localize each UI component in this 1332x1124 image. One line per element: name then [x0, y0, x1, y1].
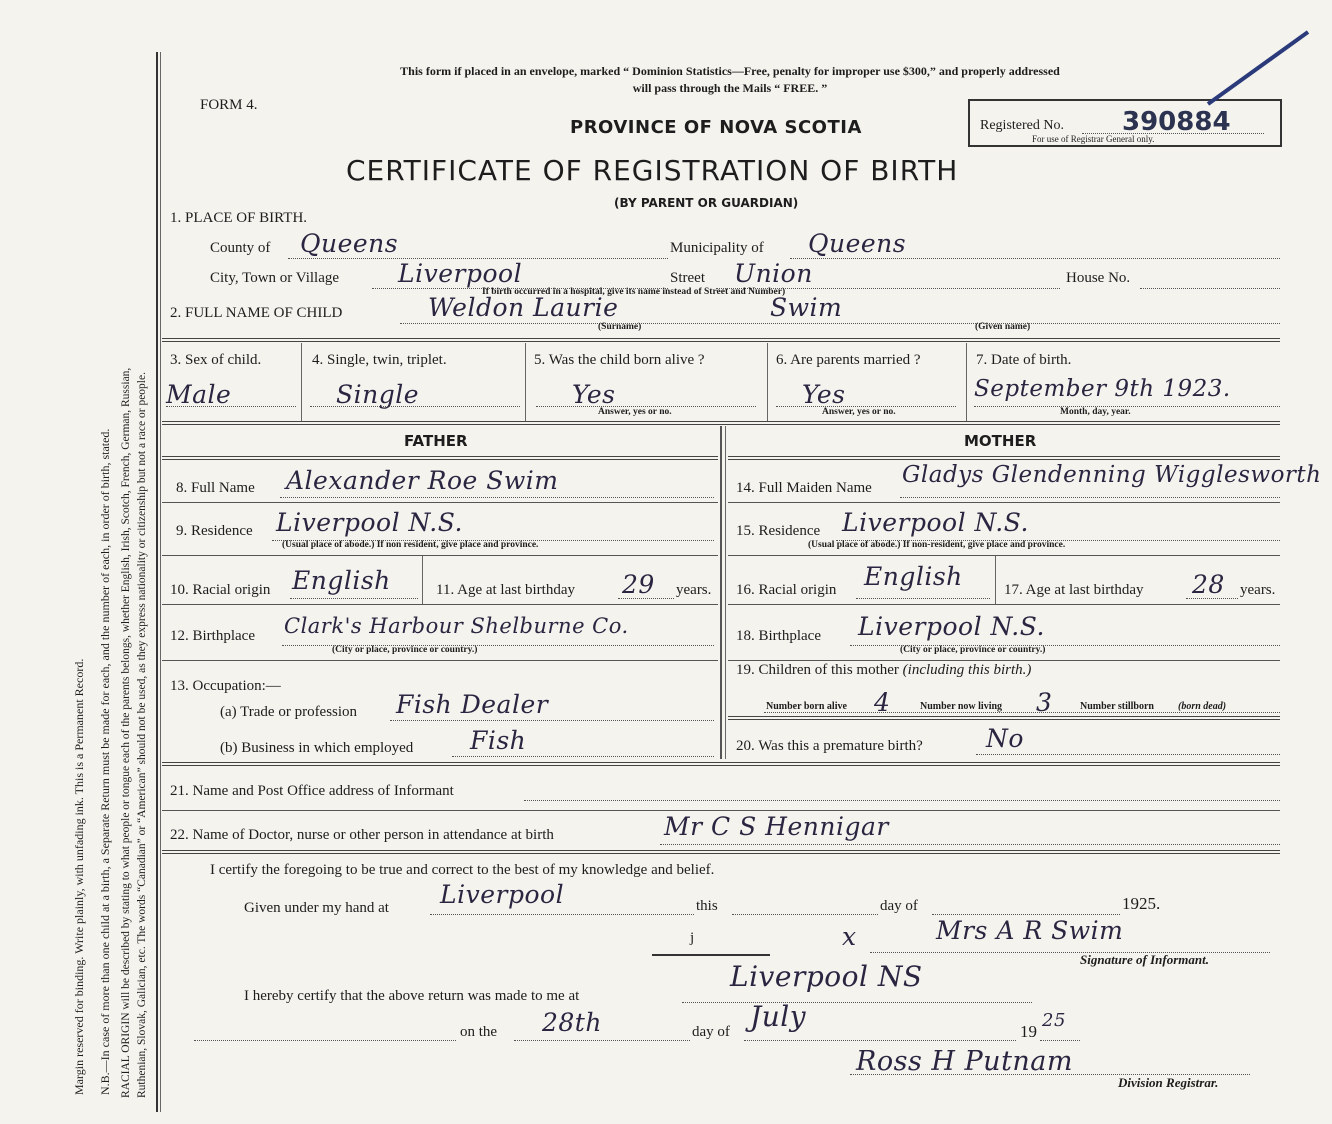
sex-value: Male — [166, 380, 232, 409]
children-label-text: 19. Children of this mother — [736, 662, 899, 678]
registered-number: 390884 — [1122, 107, 1231, 137]
mother-birthplace-label: 18. Birthplace — [736, 628, 821, 644]
divider-row3 — [162, 421, 1280, 425]
street-value: Union — [734, 259, 813, 288]
registrar-statement: I hereby certify that the above return was made to me at — [244, 988, 580, 1004]
certificate-title: CERTIFICATE OF REGISTRATION OF BIRTH — [346, 154, 959, 187]
margin-note-4: Ruthenian, Slovak, Galician, etc. The words “Canadian” or “American” should not be used, as they express nationality or citizenship but not a race or people. — [136, 372, 148, 1098]
dob-label: 7. Date of birth. — [976, 352, 1072, 368]
registrar-caption: Division Registrar. — [1118, 1075, 1219, 1090]
plurality-value: Single — [336, 380, 420, 409]
hospital-note: If birth occurred in a hospital, give its name instead of Street and Number) — [482, 287, 786, 297]
mark-j: j — [690, 930, 695, 946]
day-of-label: day of — [880, 898, 918, 914]
dob-value: September 9th 1923. — [974, 376, 1231, 402]
premature-value: No — [986, 724, 1024, 753]
sex-label: 3. Sex of child. — [170, 352, 262, 368]
father-years: years. — [676, 582, 712, 598]
pen-mark — [1200, 28, 1315, 108]
father-age: 29 — [622, 570, 655, 599]
father-age-label: 11. Age at last birthday — [436, 582, 575, 598]
father-heading: FATHER — [404, 432, 468, 450]
father-name: Alexander Roe Swim — [286, 466, 559, 495]
signature-caption: Signature of Informant. — [1080, 952, 1209, 967]
municipality-value: Queens — [808, 229, 907, 258]
city-value: Liverpool — [398, 259, 523, 288]
mailing-notice — [320, 64, 1140, 96]
notice-line-1: This form if placed in an envelope, marked “ Dominion Statistics—Free, penalty for improper use $300,” and properly addressed — [400, 64, 1060, 78]
father-residence: Liverpool N.S. — [276, 508, 463, 537]
father-residence-note: (Usual place of abode.) If non resident, give place and province. — [282, 540, 539, 550]
mother-race-label: 16. Racial origin — [736, 582, 837, 598]
registrar-place: Liverpool NS — [730, 960, 923, 993]
given-year: 1925. — [1122, 894, 1161, 913]
margin-note-2: N.B.—In case of more than one child at a birth, a Separate Return must be made for each, and the number of each, in order of birth, stated. — [98, 428, 112, 1095]
trade-value: Fish Dealer — [396, 690, 549, 719]
living-value: 3 — [1036, 688, 1053, 717]
mother-race: English — [864, 562, 963, 591]
business-value: Fish — [470, 726, 527, 755]
registrar-year-prefix: 19 — [1020, 1022, 1037, 1041]
registered-label: Registered No. — [980, 118, 1064, 133]
doctor-label: 22. Name of Doctor, nurse or other person in attendance at birth — [170, 827, 554, 843]
trade-label: (a) Trade or profession — [220, 704, 358, 720]
mother-birthplace-note: (City or place, province or country.) — [900, 645, 1046, 655]
informant-label: 21. Name and Post Office address of Informant — [170, 783, 454, 799]
informant-mark: x — [842, 922, 857, 951]
mother-residence-note: (Usual place of abode.) If non-resident, give place and province. — [808, 540, 1066, 550]
father-birthplace-note: (City or place, province or country.) — [332, 645, 478, 655]
child-given-name: Weldon Laurie — [428, 293, 619, 322]
mother-residence-label: 15. Residence — [736, 523, 821, 539]
pen-stroke — [1208, 32, 1308, 104]
mother-name-label: 14. Full Maiden Name — [736, 480, 872, 496]
certify-statement: I certify the foregoing to be true and correct to the best of my knowledge and belief. — [210, 862, 715, 878]
stillborn-note: (born dead) — [1178, 701, 1227, 712]
father-name-label: 8. Full Name — [176, 480, 255, 496]
married-label: 6. Are parents married ? — [776, 352, 921, 368]
alive-answer-note: Answer, yes or no. — [598, 407, 672, 417]
day-of-label-2: day of — [692, 1024, 730, 1040]
column-divider — [720, 426, 722, 759]
given-caption: (Given name) — [975, 322, 1031, 332]
born-alive-value: 4 — [874, 688, 891, 717]
form-number: FORM 4. — [200, 97, 258, 113]
business-label: (b) Business in which employed — [220, 740, 414, 756]
registrar-month: July — [750, 1000, 807, 1033]
children-label — [736, 662, 1031, 679]
child-surname: Swim — [770, 293, 843, 322]
mother-name: Gladys Glendenning Wigglesworth — [902, 462, 1322, 488]
county-label: County of — [210, 240, 271, 256]
living-label: Number now living — [920, 701, 1003, 712]
informant-signature: Mrs A R Swim — [936, 916, 1124, 945]
father-birthplace-label: 12. Birthplace — [170, 628, 255, 644]
registrar-day: 28th — [542, 1008, 602, 1037]
dob-note: Month, day, year. — [1060, 407, 1131, 417]
registrar-signature: Ross H Putnam — [856, 1046, 1074, 1077]
married-answer-note: Answer, yes or no. — [822, 407, 896, 417]
mother-birthplace: Liverpool N.S. — [858, 612, 1045, 641]
occupation-label: 13. Occupation:— — [170, 678, 281, 694]
father-residence-label: 9. Residence — [176, 523, 253, 539]
mother-years: years. — [1240, 582, 1276, 598]
street-label: Street — [670, 270, 705, 286]
city-label: City, Town or Village — [210, 270, 340, 286]
registrar-note: For use of Registrar General only. — [1032, 134, 1155, 144]
given-place: Liverpool — [440, 880, 565, 909]
registrar-year-value: 25 — [1042, 1010, 1066, 1031]
child-name-label: 2. FULL NAME OF CHILD — [170, 305, 343, 321]
mother-residence: Liverpool N.S. — [842, 508, 1029, 537]
born-alive-label: Number born alive — [766, 701, 847, 712]
divider-top — [162, 338, 1280, 342]
stillborn-label: Number stillborn — [1080, 701, 1154, 712]
place-section-label: 1. PLACE OF BIRTH. — [170, 210, 308, 226]
surname-caption: (Surname) — [598, 322, 642, 332]
married-value: Yes — [802, 380, 846, 409]
house-label: House No. — [1066, 270, 1131, 286]
premature-label: 20. Was this a premature birth? — [736, 738, 923, 754]
margin-note-3: RACIAL ORIGIN will be described by stating to what people or tongue each of the parents belongs, whether English, Irish, Scotch, French, German, Russian, — [120, 367, 132, 1098]
province-title: PROVINCE OF NOVA SCOTIA — [570, 117, 862, 138]
alive-label: 5. Was the child born alive ? — [534, 352, 705, 368]
mother-heading: MOTHER — [964, 432, 1037, 450]
plurality-label: 4. Single, twin, triplet. — [312, 352, 447, 368]
alive-value: Yes — [572, 380, 616, 409]
father-birthplace: Clark's Harbour Shelburne Co. — [284, 614, 629, 638]
this-label: this — [696, 898, 718, 914]
municipality-label: Municipality of — [670, 240, 764, 256]
mother-age: 28 — [1192, 570, 1225, 599]
notice-line-2: will pass through the Mails “ FREE. ” — [632, 81, 828, 95]
margin-note-1: Margin reserved for binding. Write plainly, with unfading ink. This is a Permanent Record. — [72, 658, 86, 1095]
doctor-value: Mr C S Hennigar — [664, 812, 889, 841]
county-value: Queens — [300, 229, 399, 258]
father-race: English — [292, 566, 391, 595]
children-label-note: (including this birth.) — [902, 662, 1032, 678]
mother-age-label: 17. Age at last birthday — [1004, 582, 1144, 598]
given-under-label: Given under my hand at — [244, 900, 389, 916]
father-race-label: 10. Racial origin — [170, 582, 271, 598]
on-the-label: on the — [460, 1024, 498, 1040]
certificate-subtitle: (BY PARENT OR GUARDIAN) — [614, 196, 799, 210]
